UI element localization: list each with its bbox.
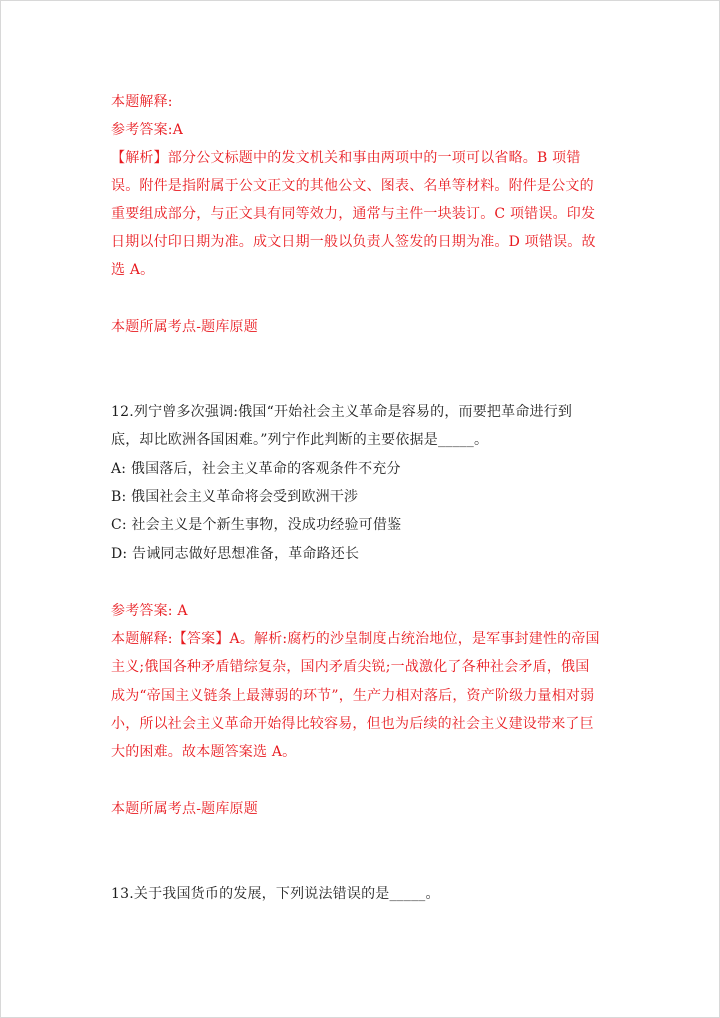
explanation-line: 选 A。 bbox=[111, 262, 155, 278]
explanation-line: 本题解释:【答案】A。解析:腐朽的沙皇制度占统治地位，是军事封建性的帝国 bbox=[111, 631, 600, 647]
question-stem: 底，却比欧洲各国困难。”列宁作此判断的主要依据是_____。 bbox=[111, 432, 489, 448]
source-note: 本题所属考点-题库原题 bbox=[111, 319, 258, 335]
source-note: 本题所属考点-题库原题 bbox=[111, 801, 258, 817]
option-a: A: 俄国落后，社会主义革命的客观条件不充分 bbox=[111, 461, 401, 477]
explanation-line: 误。附件是指附属于公文正文的其他公文、图表、名单等材料。附件是公文的 bbox=[111, 178, 594, 194]
question-stem: 12.列宁曾多次强调:俄国“开始社会主义革命是容易的，而要把革命进行到 bbox=[111, 404, 573, 420]
explanation-line: 主义;俄国各种矛盾错综复杂，国内矛盾尖锐;一战激化了各种社会矛盾，俄国 bbox=[111, 659, 590, 675]
option-b: B: 俄国社会主义革命将会受到欧洲干涉 bbox=[111, 489, 359, 505]
explanation-line: 【解析】部分公文标题中的发文机关和事由两项中的一项可以省略。B 项错 bbox=[111, 150, 581, 166]
explanation-line: 日期以付印日期为准。成文日期一般以负责人签发的日期为准。D 项错误。故 bbox=[111, 234, 596, 250]
option-d: D: 告诫同志做好思想准备，革命路还长 bbox=[111, 546, 360, 562]
reference-answer: 参考答案:A bbox=[111, 122, 184, 138]
explanation-line: 成为“帝国主义链条上最薄弱的环节”，生产力相对落后，资产阶级力量相对弱 bbox=[111, 688, 595, 704]
option-c: C: 社会主义是个新生事物，没成功经验可借鉴 bbox=[111, 517, 402, 533]
question-stem: 13.关于我国货币的发展，下列说法错误的是_____。 bbox=[111, 886, 440, 902]
explanation-line: 重要组成部分，与正文具有同等效力，通常与主件一块装订。C 项错误。印发 bbox=[111, 206, 596, 222]
explanation-line: 小，所以社会主义革命开始得比较容易，但也为后续的社会主义建设带来了巨 bbox=[111, 716, 594, 732]
reference-answer: 参考答案: A bbox=[111, 603, 188, 619]
explanation-label: 本题解释: bbox=[111, 94, 173, 110]
explanation-line: 大的困难。故本题答案选 A。 bbox=[111, 744, 297, 760]
